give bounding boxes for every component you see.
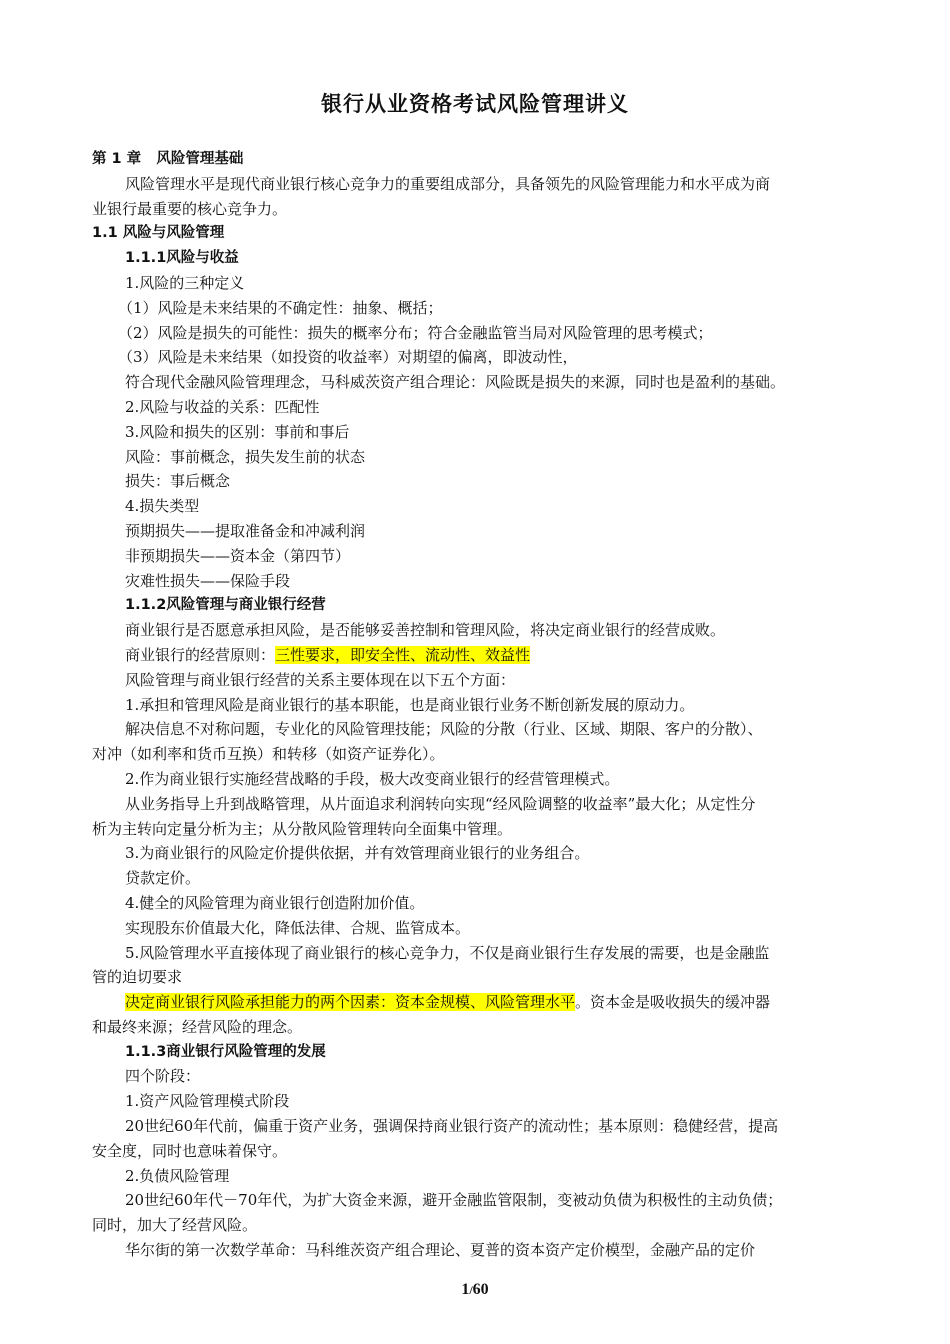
paragraph: 1.承担和管理风险是商业银行的基本职能，也是商业银行业务不断创新发展的原动力。 — [125, 695, 695, 714]
paragraph: 1.风险的三种定义 — [125, 273, 245, 292]
paragraph: 实现股东价值最大化，降低法律、合规、监管成本。 — [125, 918, 471, 937]
paragraph: 风险：事前概念，损失发生前的状态 — [125, 447, 366, 466]
section-heading: 1.1 风险与风险管理 — [92, 225, 225, 242]
paragraph: 业银行最重要的核心竞争力。 — [92, 199, 288, 218]
highlighted-text: 三性要求，即安全性、流动性、效益性 — [275, 645, 531, 664]
paragraph: 损失：事后概念 — [125, 472, 231, 491]
page-separator: / — [469, 1283, 473, 1297]
paragraph — [92, 990, 862, 1015]
paragraph: 析为主转向定量分析为主；从分散风险管理转向全面集中管理。 — [92, 819, 513, 838]
paragraph: 5.风险管理水平直接体现了商业银行的核心竞争力，不仅是商业银行生存发展的需要，也是金融监 — [125, 943, 770, 962]
paragraph: 2.风险与收益的关系：匹配性 — [125, 397, 320, 416]
page-number: 1 — [461, 1281, 470, 1298]
paragraph: 管的迫切要求 — [92, 968, 183, 987]
paragraph: 3.风险和损失的区别：事前和事后 — [125, 422, 350, 441]
paragraph: 2.作为商业银行实施经营战略的手段，极大改变商业银行的经营管理模式。 — [125, 769, 620, 788]
paragraph: 华尔街的第一次数学革命：马科维茨资产组合理论、夏普的资本资产定价模型，金融产品的定价 — [125, 1241, 756, 1260]
paragraph-text: 。资本金是吸收损失的缓冲器 — [575, 993, 771, 1012]
paragraph: 同时，加大了经营风险。 — [92, 1216, 258, 1235]
paragraph: 2.负债风险管理 — [125, 1166, 230, 1185]
paragraph: 非预期损失——资本金（第四节） — [125, 546, 351, 565]
paragraph: 4.损失类型 — [125, 497, 200, 516]
highlighted-text: 决定商业银行风险承担能力的两个因素：资本金规模、风险管理水平 — [125, 993, 576, 1012]
paragraph: 预期损失——提取准备金和冲减利润 — [125, 521, 366, 540]
paragraph: 商业银行是否愿意承担风险，是否能够妥善控制和管理风险，将决定商业银行的经营成败。 — [125, 621, 726, 640]
paragraph: 对冲（如利率和货币互换）和转移（如资产证券化）。 — [92, 745, 445, 764]
paragraph: 从业务指导上升到战略管理，从片面追求利润转向实现“经风险调整的收益率”最大化；从定性分 — [125, 794, 756, 813]
paragraph: 解决信息不对称问题，专业化的风险管理技能；风险的分散（行业、区域、期限、客户的分散）、 — [125, 720, 763, 739]
subsection-heading: 1.1.2风险管理与商业银行经营 — [125, 597, 326, 614]
paragraph: 安全度，同时也意味着保守。 — [92, 1141, 288, 1160]
list-item: （3）风险是未来结果（如投资的收益率）对期望的偏离，即波动性， — [118, 348, 578, 367]
paragraph: 风险管理与商业银行经营的关系主要体现在以下五个方面： — [125, 670, 516, 689]
subsection-heading: 1.1.1风险与收益 — [125, 250, 239, 267]
list-item: （2）风险是损失的可能性：损失的概率分布；符合金融监管当局对风险管理的思考模式； — [118, 323, 713, 342]
paragraph: 3.为商业银行的风险定价提供依据，并有效管理商业银行的业务组合。 — [125, 844, 590, 863]
chapter-heading: 第 1 章 风险管理基础 — [92, 151, 244, 167]
paragraph: 风险管理水平是现代商业银行核心竞争力的重要组成部分，具备领先的风险管理能力和水平成为商 — [125, 174, 771, 193]
page-footer — [0, 1281, 950, 1299]
paragraph: 20世纪60年代前，偏重于资产业务，强调保持商业银行资产的流动性；基本原则：稳健经营，提高 — [125, 1117, 779, 1136]
principle-label: 商业银行的经营原则： — [125, 645, 276, 664]
paragraph: 1.资产风险管理模式阶段 — [125, 1092, 290, 1111]
paragraph: 4.健全的风险管理为商业银行创造附加价值。 — [125, 893, 425, 912]
paragraph: 20世纪60年代－70年代，为扩大资金来源，避开金融监管限制，变被动负债为积极性的主动负债； — [125, 1191, 783, 1210]
paragraph: 四个阶段： — [125, 1067, 201, 1086]
list-item: （1）风险是未来结果的不确定性：抽象、概括； — [118, 298, 443, 317]
document-title: 银行从业资格考试风险管理讲义 — [321, 92, 629, 116]
document-body — [92, 147, 862, 1263]
paragraph: 灾难性损失——保险手段 — [125, 571, 291, 590]
subsection-heading: 1.1.3商业银行风险管理的发展 — [125, 1043, 326, 1060]
paragraph: 和最终来源；经营风险的理念。 — [92, 1017, 303, 1036]
paragraph: 贷款定价。 — [125, 869, 201, 888]
paragraph: 符合现代金融风险管理理念，马科威茨资产组合理论：风险既是损失的来源，同时也是盈利的基础。 — [125, 373, 786, 392]
page-total: 60 — [472, 1281, 489, 1298]
paragraph — [92, 643, 862, 668]
